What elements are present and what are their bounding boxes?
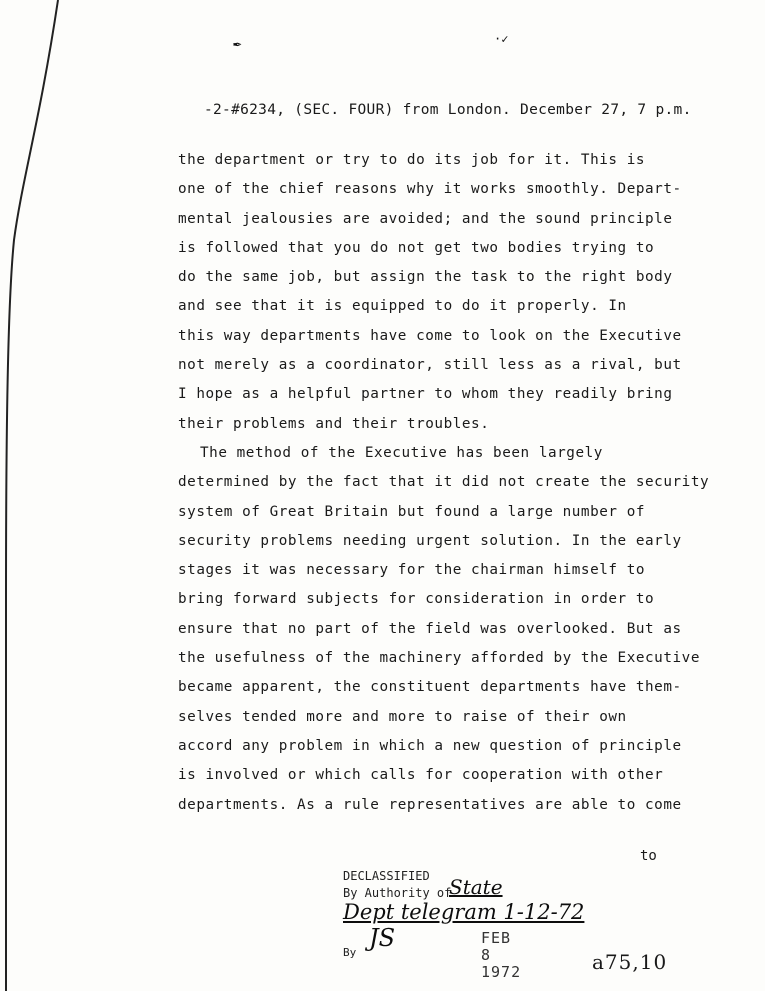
body-line: ensure that no part of the field was overlooked. But as — [178, 620, 682, 637]
body-line: stages it was necessary for the chairman himself to — [178, 562, 646, 579]
body-line: bring forward subjects for consideration in order to — [178, 591, 655, 608]
initials-signature: JS — [369, 924, 396, 952]
telegram-header: -2-#6234, (SEC. FOUR) from London. December 27, 7 p.m. — [204, 102, 692, 118]
telegram-handwriting: Dept telegram 1-12-72 — [343, 900, 585, 924]
body-line: is followed that you do not get two bodies trying to — [178, 239, 655, 256]
body-line: is involved or which calls for cooperation with other — [178, 767, 664, 784]
date-stamp: FEB 8 1972 — [481, 929, 522, 981]
body-line: their problems and their troubles. — [178, 415, 490, 432]
body-line: system of Great Britain but found a large number of — [178, 503, 646, 520]
continuation-word: to — [640, 848, 657, 864]
body-line: The method of the Executive has been largely — [200, 444, 603, 461]
document-body — [178, 146, 738, 820]
body-line: and see that it is equipped to do it properly. In — [178, 298, 627, 315]
body-line: this way departments have come to look on the Executive — [178, 327, 682, 344]
body-line: security problems needing urgent solution. In the early — [178, 532, 682, 549]
by-label: By — [343, 946, 357, 959]
body-line: the department or try to do its job for it. This is — [178, 152, 646, 168]
body-line: became apparent, the constituent departments have them- — [178, 679, 682, 696]
body-line: determined by the fact that it did not create the security — [178, 474, 710, 491]
body-line: the usefulness of the machinery afforded by the Executive — [178, 650, 700, 667]
body-line: accord any problem in which a new question of principle — [178, 737, 682, 754]
ink-speck: ·✓ — [494, 32, 509, 46]
body-line: I hope as a helpful partner to whom they readily bring — [178, 386, 673, 403]
reference-number: a75,10 — [592, 950, 668, 974]
declassified-label: DECLASSIFIED — [343, 869, 430, 883]
body-line: one of the chief reasons why it works smoothly. Depart- — [178, 181, 682, 198]
body-line: departments. As a rule representatives are able to come — [178, 796, 682, 813]
declassification-stamp — [343, 868, 585, 981]
page-edge-curve — [0, 0, 60, 991]
body-line: do the same job, but assign the task to the right body — [178, 269, 673, 286]
body-line: mental jealousies are avoided; and the sound principle — [178, 210, 673, 227]
ink-speck: ✒ — [233, 36, 242, 52]
body-line: not merely as a coordinator, still less as a rival, but — [178, 357, 682, 374]
body-line: selves tended more and more to raise of their own — [178, 708, 627, 725]
authority-label: By Authority of — [343, 886, 452, 900]
authority-signature: State — [449, 875, 503, 899]
